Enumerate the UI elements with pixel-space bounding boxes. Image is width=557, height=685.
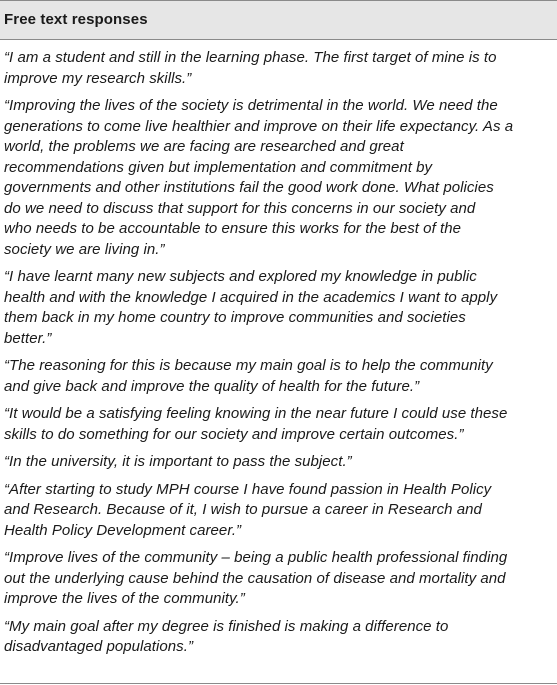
table-row [4,480,557,549]
response-text-line: out the underlying cause behind the causation of disease and mortality and [4,569,506,587]
response-text-line: who needs to be accountable to ensure this works for the best of the [4,220,462,237]
response-text-line: “Improve lives of the community – being a public health professional finding [4,549,508,566]
response-text-line: “It would be a satisfying feeling knowing in the near future I could use these [4,405,508,422]
response-text-line: “The reasoning for this is because my main goal is to help the community [4,357,493,374]
response-text-line: “In the university, it is important to pass the subject.” [4,453,352,470]
response-text-line: “I am a student and still in the learning phase. The first target of mine is to [4,49,497,66]
table-row [4,356,557,404]
response-text-line: and give back and improve the quality of health for the future.” [4,377,420,395]
response-text-line: governments and other institutions fail the good work done. What policies [4,179,494,196]
response-text-line: generations to come live healthier and improve on their life expectancy. As a [4,117,514,135]
table-row [4,96,557,267]
table-row [4,267,557,356]
response-text-line: “After starting to study MPH course I have found passion in Health Policy [4,480,492,498]
response-text-line: better.” [4,329,52,347]
table-row [4,452,557,480]
response-text-line: do we need to discuss that support for this concerns in our society and [4,199,476,217]
response-text-line: society we are living in.” [4,240,165,258]
response-text-line: “Improving the lives of the society is detrimental in the world. We need the [4,97,498,114]
table-header [0,0,557,40]
response-text-line: improve my research skills.” [4,69,192,87]
response-text-line: improve the lives of the community.” [4,590,245,607]
response-text-line: “I have learnt many new subjects and explored my knowledge in public [4,268,477,285]
table-row [4,617,557,665]
response-text-line: “My main goal after my degree is finished is making a difference to [4,617,449,635]
table-header-title: Free text responses [4,11,148,28]
response-text-line: them back in my home country to improve communities and societies [4,309,466,326]
response-text-line: world, the problems we are facing are researched and great [4,138,404,155]
response-text-line: health and with the knowledge I acquired in the academics I want to apply [4,288,498,306]
table-row [4,548,557,617]
table-bottom-border [0,683,557,684]
response-text-line: recommendations given but implementation and commitment by [4,158,433,176]
table-row [4,48,557,96]
response-text-line: skills to do something for our society and improve certain outcomes.” [4,425,464,443]
response-text-line: and Research. Because of it, I wish to pursue a career in Research and [4,501,482,518]
table-body [0,40,557,665]
response-text-line: Health Policy Development career.” [4,521,242,539]
table-row [4,404,557,452]
response-text-line: disadvantaged populations.” [4,638,193,655]
